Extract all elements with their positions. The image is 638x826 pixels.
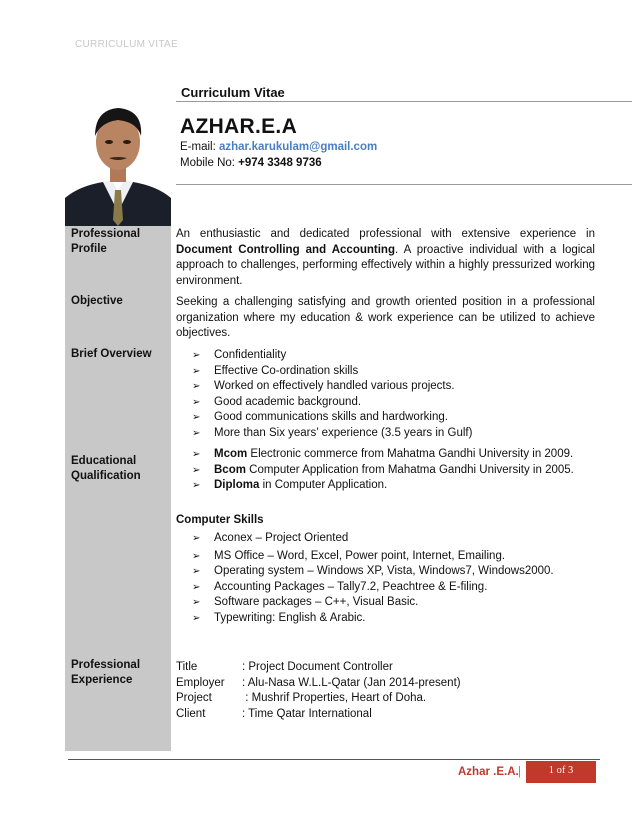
candidate-name: AZHAR.E.A [180, 115, 298, 138]
email-link[interactable]: azhar.karukulam@gmail.com [218, 141, 378, 153]
experience-label: Professional Experience [71, 659, 141, 686]
page-number-badge: 1 of 3 [526, 761, 596, 783]
list-item: ➢ Aconex – Project Oriented [192, 531, 554, 547]
arrow-bullet-icon: ➢ [192, 396, 201, 408]
list-item: ➢ Worked on effectively handled various projects. [192, 379, 472, 395]
experience-row: Project : Mushrif Properties, Heart of Doha. [176, 692, 427, 704]
arrow-bullet-icon: ➢ [192, 464, 201, 476]
list-item: ➢ Diploma in Computer Application. [192, 478, 574, 494]
education-label: Educational Qualification [71, 455, 141, 482]
list-item: ➢ Typewriting: English & Arabic. [192, 611, 554, 627]
arrow-bullet-icon: ➢ [192, 427, 201, 439]
objective-text: Seeking a challenging satisfying and growth oriented position in a professional organization where my education & work experience can be utilized to achieve objectives. [176, 296, 595, 339]
email-line [180, 141, 377, 153]
arrow-bullet-icon: ➢ [192, 533, 201, 544]
arrow-bullet-icon: ➢ [192, 449, 201, 460]
arrow-bullet-icon: ➢ [192, 566, 201, 577]
list-item: ➢ Mcom Electronic commerce from Mahatma Gandhi University in 2009. [192, 447, 574, 463]
experience-details [176, 660, 461, 722]
title-rule [176, 101, 632, 102]
education-list [192, 447, 574, 494]
mobile-label: Mobile No: [180, 157, 239, 169]
footer-name: Azhar .E.A. [458, 766, 519, 778]
mobile-line [180, 157, 322, 169]
footer-separator: | [518, 766, 521, 778]
arrow-bullet-icon: ➢ [192, 612, 201, 624]
list-item: ➢ Effective Co-ordination skills [192, 364, 472, 380]
experience-row: Title : Project Document Controller [176, 661, 393, 673]
arrow-bullet-icon: ➢ [192, 365, 201, 377]
header-watermark: CURRICULUM VITAE [75, 39, 178, 50]
arrow-bullet-icon: ➢ [192, 597, 201, 608]
computer-skills-heading: Computer Skills [176, 514, 264, 526]
list-item: ➢ Operating system – Windows XP, Vista, Windows7, Windows2000. [192, 564, 554, 580]
arrow-bullet-icon: ➢ [192, 350, 201, 361]
list-item: ➢ Accounting Packages – Tally7.2, Peachtree & E-filing. [192, 580, 554, 596]
list-item: ➢ Confidentiality [192, 348, 472, 364]
document-title: Curriculum Vitae [181, 85, 285, 100]
email-label: E-mail: [180, 141, 219, 153]
list-item: ➢ Bcom Computer Application from Mahatma Gandhi University in 2005. [192, 463, 574, 479]
arrow-bullet-icon: ➢ [192, 412, 201, 423]
contact-rule [176, 184, 632, 185]
computer-skills-list [192, 531, 554, 626]
overview-list [192, 348, 472, 441]
arrow-bullet-icon: ➢ [192, 381, 201, 392]
profile-photo [65, 100, 171, 226]
profile-label: Professional Profile [71, 228, 141, 255]
footer-rule [68, 759, 600, 760]
arrow-bullet-icon: ➢ [192, 550, 201, 562]
list-item: ➢ Good communications skills and hardworking. [192, 410, 472, 426]
arrow-bullet-icon: ➢ [192, 581, 201, 593]
list-item: ➢ Good academic background. [192, 395, 472, 411]
list-item: ➢ More than Six years’ experience (3.5 years in Gulf) [192, 426, 472, 442]
list-item: ➢ Software packages – C++, Visual Basic. [192, 595, 554, 611]
overview-label: Brief Overview [71, 348, 152, 360]
experience-row: Client : Time Qatar International [176, 707, 372, 720]
arrow-bullet-icon: ➢ [192, 480, 201, 491]
mobile-number: +974 3348 9736 [238, 157, 322, 169]
portrait-image [65, 100, 171, 226]
objective-label: Objective [71, 295, 123, 307]
profile-text: An enthusiastic and dedicated professional with extensive experience in Document Controlling and Accounting. A proactive individual with a logical approach to challenges, performing effectively within a highly pressurized working environment. [176, 228, 595, 287]
list-item: ➢ MS Office – Word, Excel, Power point, Internet, Emailing. [192, 549, 554, 565]
experience-row: Employer : Alu-Nasa W.L.L-Qatar (Jan 2014-present) [176, 676, 461, 689]
